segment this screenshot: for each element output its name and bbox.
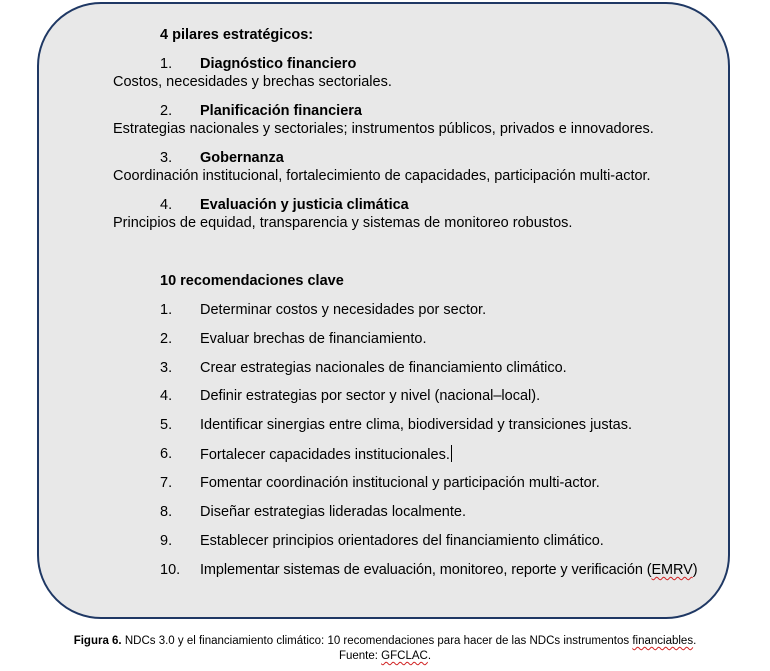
caption-text: NDCs 3.0 y el financiamiento climático: 10 recomendaciones para hacer de las NDCs instrumentos (121, 635, 633, 647)
recommendation-text: Establecer principios orientadores del financiamiento climático. (200, 533, 604, 549)
recommendation-number: 6. (160, 446, 173, 462)
recommendation-text: Determinar costos y necesidades por sector. (200, 302, 487, 318)
figure-source (0, 649, 770, 663)
text-cursor (451, 445, 452, 462)
recommendation-text: Evaluar brechas de financiamiento. (200, 331, 427, 347)
recommendations-heading: 10 recomendaciones clave (160, 273, 344, 289)
pillar-description: Estrategias nacionales y sectoriales; instrumentos públicos, privados e innovadores. (113, 121, 654, 137)
closing-paren: ) (692, 562, 698, 578)
recommendation-text: Definir estrategias por sector y nivel (nacional–local). (200, 388, 541, 404)
pillar-number: 1. (160, 56, 173, 72)
pillar-description: Coordinación institucional, fortalecimiento de capacidades, participación multi-actor. (113, 168, 651, 184)
recommendation-number: 4. (160, 388, 173, 404)
pillar-number: 2. (160, 103, 173, 119)
recommendation-number: 7. (160, 475, 173, 491)
recommendation-text: Crear estrategias nacionales de financiamiento climático. (200, 360, 567, 376)
recommendation-number: 2. (160, 331, 173, 347)
figure-label: Figura 6. (73, 635, 122, 647)
recommendation-line (200, 561, 697, 579)
pillar-title: Evaluación y justicia climática (200, 197, 409, 213)
pillar-number: 4. (160, 197, 173, 213)
recommendation-number: 8. (160, 504, 173, 520)
pillar-description: Costos, necesidades y brechas sectoriales. (113, 74, 392, 90)
recommendation-text: Fortalecer capacidades institucionales. (200, 447, 450, 463)
pillars-heading: 4 pilares estratégicos: (160, 27, 314, 43)
caption-period: . (693, 635, 697, 647)
figure-caption (0, 634, 770, 648)
source-period: . (427, 650, 432, 662)
recommendation-number: 3. (160, 360, 173, 376)
recommendation-text: Identificar sinergias entre clima, biodiversidad y transiciones justas. (200, 417, 632, 433)
pillar-title: Gobernanza (200, 150, 284, 166)
source-name[interactable]: GFCLAC (381, 650, 428, 662)
recommendation-number: 1. (160, 302, 173, 318)
pillar-title: Planificación financiera (200, 103, 362, 119)
recommendation-line[interactable] (200, 445, 452, 464)
pillar-number: 3. (160, 150, 173, 166)
spellcheck-flagged-word[interactable]: financiables (632, 635, 694, 647)
recommendation-number: 9. (160, 533, 173, 549)
recommendation-text: Implementar sistemas de evaluación, monitoreo, reporte y verificación ( (200, 562, 652, 578)
source-label: Fuente: (338, 650, 382, 662)
pillar-title: Diagnóstico financiero (200, 56, 357, 72)
pillar-description: Principios de equidad, transparencia y sistemas de monitoreo robustos. (113, 215, 573, 231)
recommendation-text: Diseñar estrategias lideradas localmente. (200, 504, 466, 520)
recommendation-text: Fomentar coordinación institucional y participación multi-actor. (200, 475, 600, 491)
spellcheck-flagged-acronym[interactable]: EMRV (651, 562, 693, 578)
recommendation-number: 5. (160, 417, 173, 433)
recommendation-number: 10. (160, 562, 181, 578)
